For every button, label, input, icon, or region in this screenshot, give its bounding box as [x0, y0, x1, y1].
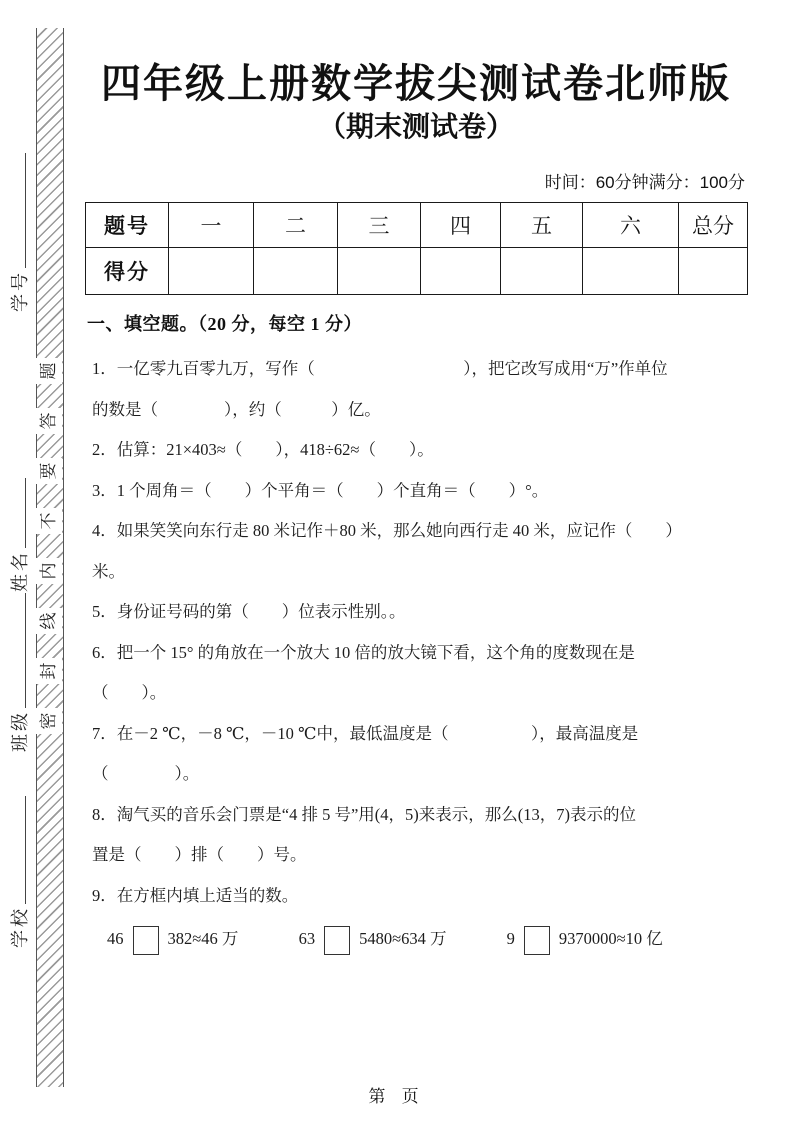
fill-box-prefix: 63: [298, 929, 316, 948]
name-label-text: 姓名: [10, 550, 30, 592]
fill-box-item: [299, 916, 447, 962]
school-label: [6, 796, 32, 948]
fill-boxes-row: [92, 916, 747, 962]
seal-line-text: [35, 358, 63, 758]
fill-box: [524, 926, 550, 955]
question-line: 5．身份证号码的第（ ）位表示性别。。: [92, 602, 406, 621]
score-table-header-cell: 四: [421, 203, 501, 248]
seal-char: 密: [36, 708, 62, 734]
fill-box-item: [107, 916, 238, 962]
question-line: 6．把一个 15° 的角放在一个放大 10 倍的放大镜下看，这个角的度数现在是: [92, 642, 635, 662]
score-cell: [583, 248, 679, 295]
seal-char: 线: [36, 608, 62, 634]
score-table-header-cell: 二: [254, 203, 338, 248]
score-table-header-cell: 五: [501, 203, 583, 248]
seal-char: 封: [36, 658, 62, 684]
score-table-header-cell: 一: [169, 203, 254, 248]
fill-box-suffix: 5480≈634 万: [359, 929, 447, 948]
score-table-header-cell: 题号: [86, 203, 169, 248]
paper-title: 四年级上册数学拔尖测试卷北师版: [101, 61, 731, 106]
fill-box-item: [507, 916, 663, 962]
score-row-label: 得分: [86, 248, 169, 295]
seal-char: 不: [36, 508, 62, 534]
seal-char: 题: [36, 358, 62, 384]
class-label-text: 班级: [10, 710, 30, 752]
score-cell: [679, 248, 748, 295]
section-heading: 一、填空题。（20 分，每空 1 分）: [87, 314, 362, 334]
fill-line: [7, 478, 26, 548]
seal-char: 内: [36, 558, 62, 584]
question-line: 9．在方框内填上适当的数。: [92, 885, 299, 905]
score-cell: [501, 248, 583, 295]
question-line: 1．一亿零九百零九万，写作（ ），把它改写成用“万”作单位: [92, 359, 668, 378]
student-id-label-text: 学号: [10, 270, 30, 312]
fill-box: [133, 926, 159, 955]
score-cell: [338, 248, 421, 295]
question-line: 米。: [92, 561, 125, 581]
score-table-header-cell: 总分: [679, 203, 748, 248]
score-table-score-row: [86, 248, 748, 295]
question-line: 2．估算：21×403≈（ ），418÷62≈（ ）。: [92, 440, 434, 459]
question-line: （ ）。: [92, 683, 167, 702]
score-table: [85, 202, 748, 295]
questions-block: [92, 349, 747, 962]
question-line: 4．如果笑笑向东行走 80 米记作＋80 米，那么她向西行走 40 米，应记作（ ）: [92, 521, 682, 540]
page-footer: 第 页: [368, 1087, 425, 1106]
score-cell: [169, 248, 254, 295]
fill-box-suffix: 382≈46 万: [167, 929, 239, 948]
fill-line: [7, 153, 26, 268]
fill-box-suffix: 9370000≈10 亿: [558, 929, 663, 948]
score-cell: [421, 248, 501, 295]
seal-char: 要: [36, 458, 62, 484]
fill-line: [7, 593, 26, 708]
name-label: [6, 478, 32, 592]
question-line: 7．在－2 ℃，－8 ℃，－10 ℃中，最低温度是（ ），最高温度是: [92, 723, 639, 743]
paper-subtitle: （期末测试卷）: [317, 111, 514, 142]
question-line: 置是（ ）排（ ）号。: [92, 845, 307, 864]
seal-char: 答: [36, 408, 62, 434]
class-label: [6, 593, 32, 752]
score-table-header-cell: 三: [338, 203, 421, 248]
student-id-label: [6, 153, 32, 312]
question-line: （ ）。: [92, 764, 200, 783]
question-line: 8．淘气买的音乐会门票是“4 排 5 号”用(4，5)来表示，那么(13，7)表示的位: [92, 804, 637, 824]
time-and-score-info: 时间：60分钟满分：100分: [544, 173, 745, 192]
fill-box: [324, 926, 350, 955]
score-cell: [254, 248, 338, 295]
question-line: 3．1 个周角＝（ ）个平角＝（ ）个直角＝（ ）°。: [92, 480, 549, 500]
score-table-header-row: [86, 203, 748, 248]
fill-box-prefix: 9: [506, 929, 515, 948]
fill-line: [7, 796, 26, 904]
fill-box-prefix: 46: [107, 929, 124, 948]
score-table-header-cell: 六: [583, 203, 679, 248]
school-label-text: 学校: [10, 906, 30, 948]
question-line: 的数是（ ），约（ ）亿。: [92, 399, 381, 419]
